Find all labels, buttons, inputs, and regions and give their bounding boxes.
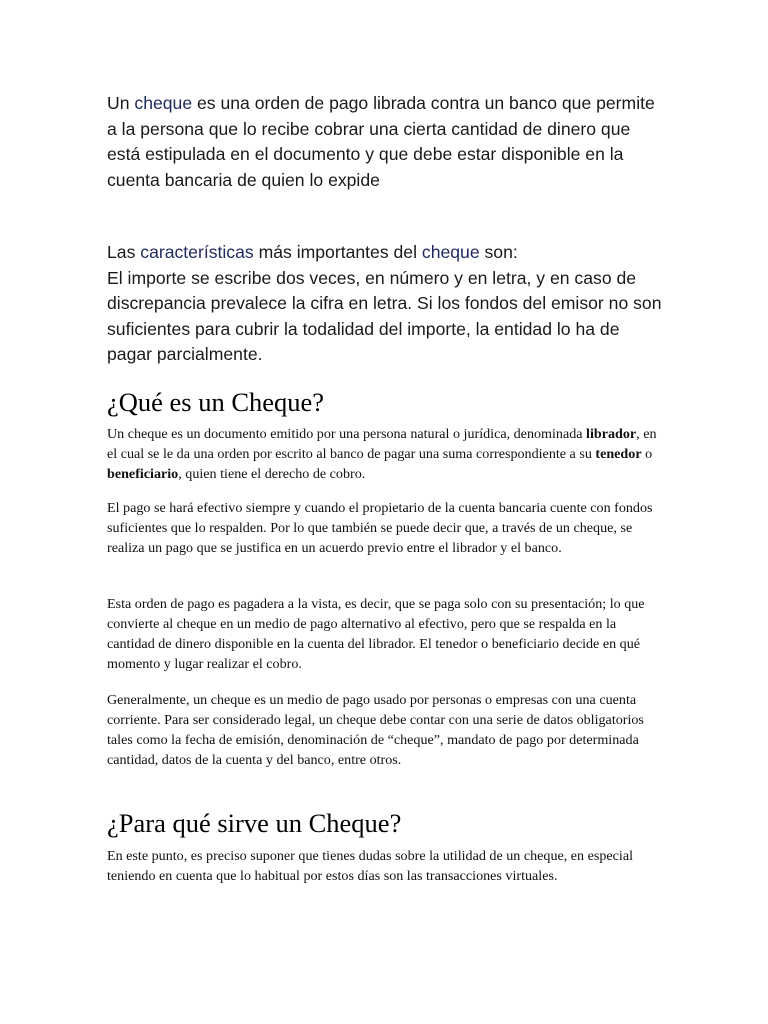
text-span: más importantes del [253, 242, 422, 262]
characteristics-lead [107, 240, 667, 266]
text-span: es una orden de pago librada contra un banco que permite a la persona que lo recibe cobrar una cierta cantidad de dinero que está estipulada en el documento y que debe estar disponible en la cuenta bancaria de quien lo expide [107, 93, 655, 190]
text-span: Las [107, 242, 141, 262]
text-span: , en el cual se le da una orden por escrito al banco de pagar una suma correspondiente a su [107, 426, 657, 462]
link-cheque[interactable]: cheque [134, 93, 193, 113]
bold-term-tenedor: tenedor [595, 446, 642, 462]
bold-term-librador: librador [586, 426, 637, 442]
section1-paragraph-3: Esta orden de pago es pagadera a la vista, es decir, que se paga solo con su presentación; lo que convierte al cheque en un medio de pago alternativo al efectivo, pero que se respalda en la cantidad de dinero disponible en la cuenta del librador. El tenedor o beneficiario decide en qué momento y lugar realizar el cobro. [107, 596, 645, 672]
text-span: o [641, 446, 653, 462]
text-span: Un cheque es un documento emitido por una persona natural o jurídica, denominada [107, 426, 587, 442]
link-cheque-2[interactable]: cheque [421, 242, 480, 262]
section1-paragraph-2: El pago se hará efectivo siempre y cuando el propietario de la cuenta bancaria cuente con fondos suficientes que lo respalden. Por lo que también se puede decir que, a través de un cheque, se realiza un pago que se justifica en un acuerdo previo entre el librador y el banco. [107, 500, 653, 556]
heading-para-que-sirve: ¿Para qué sirve un Cheque? [107, 808, 402, 838]
section1-paragraph-4: Generalmente, un cheque es un medio de pago usado por personas o empresas con una cuenta corriente. Para ser considerado legal, un cheque debe contar con una serie de datos obligatorios tales como la fecha de emisión, denominación de “cheque”, mandato de pago por determinada cantidad, datos de la cuenta y del banco, entre otros. [107, 692, 644, 768]
text-span: Un [107, 93, 135, 113]
characteristics-body: El importe se escribe dos veces, en número y en letra, y en caso de discrepancia prevalece la cifra en letra. Si los fondos del emisor no son suficientes para cubrir la todalidad del importe, la entidad lo ha de pagar parcialmente. [107, 267, 662, 364]
intro-paragraph-definition [107, 91, 667, 193]
link-caracteristicas[interactable]: características [140, 242, 254, 262]
text-span: son: [479, 242, 518, 262]
section2-paragraph-1: En este punto, es preciso suponer que tienes dudas sobre la utilidad de un cheque, en especial teniendo en cuenta que lo habitual por estos días son las transacciones virtuales. [107, 848, 634, 884]
section1-paragraph-1 [107, 424, 665, 484]
intro-paragraph-characteristics [107, 240, 667, 368]
heading-que-es-un-cheque: ¿Qué es un Cheque? [107, 387, 325, 417]
bold-term-beneficiario: beneficiario [107, 466, 179, 482]
text-span: , quien tiene el derecho de cobro. [178, 466, 366, 482]
